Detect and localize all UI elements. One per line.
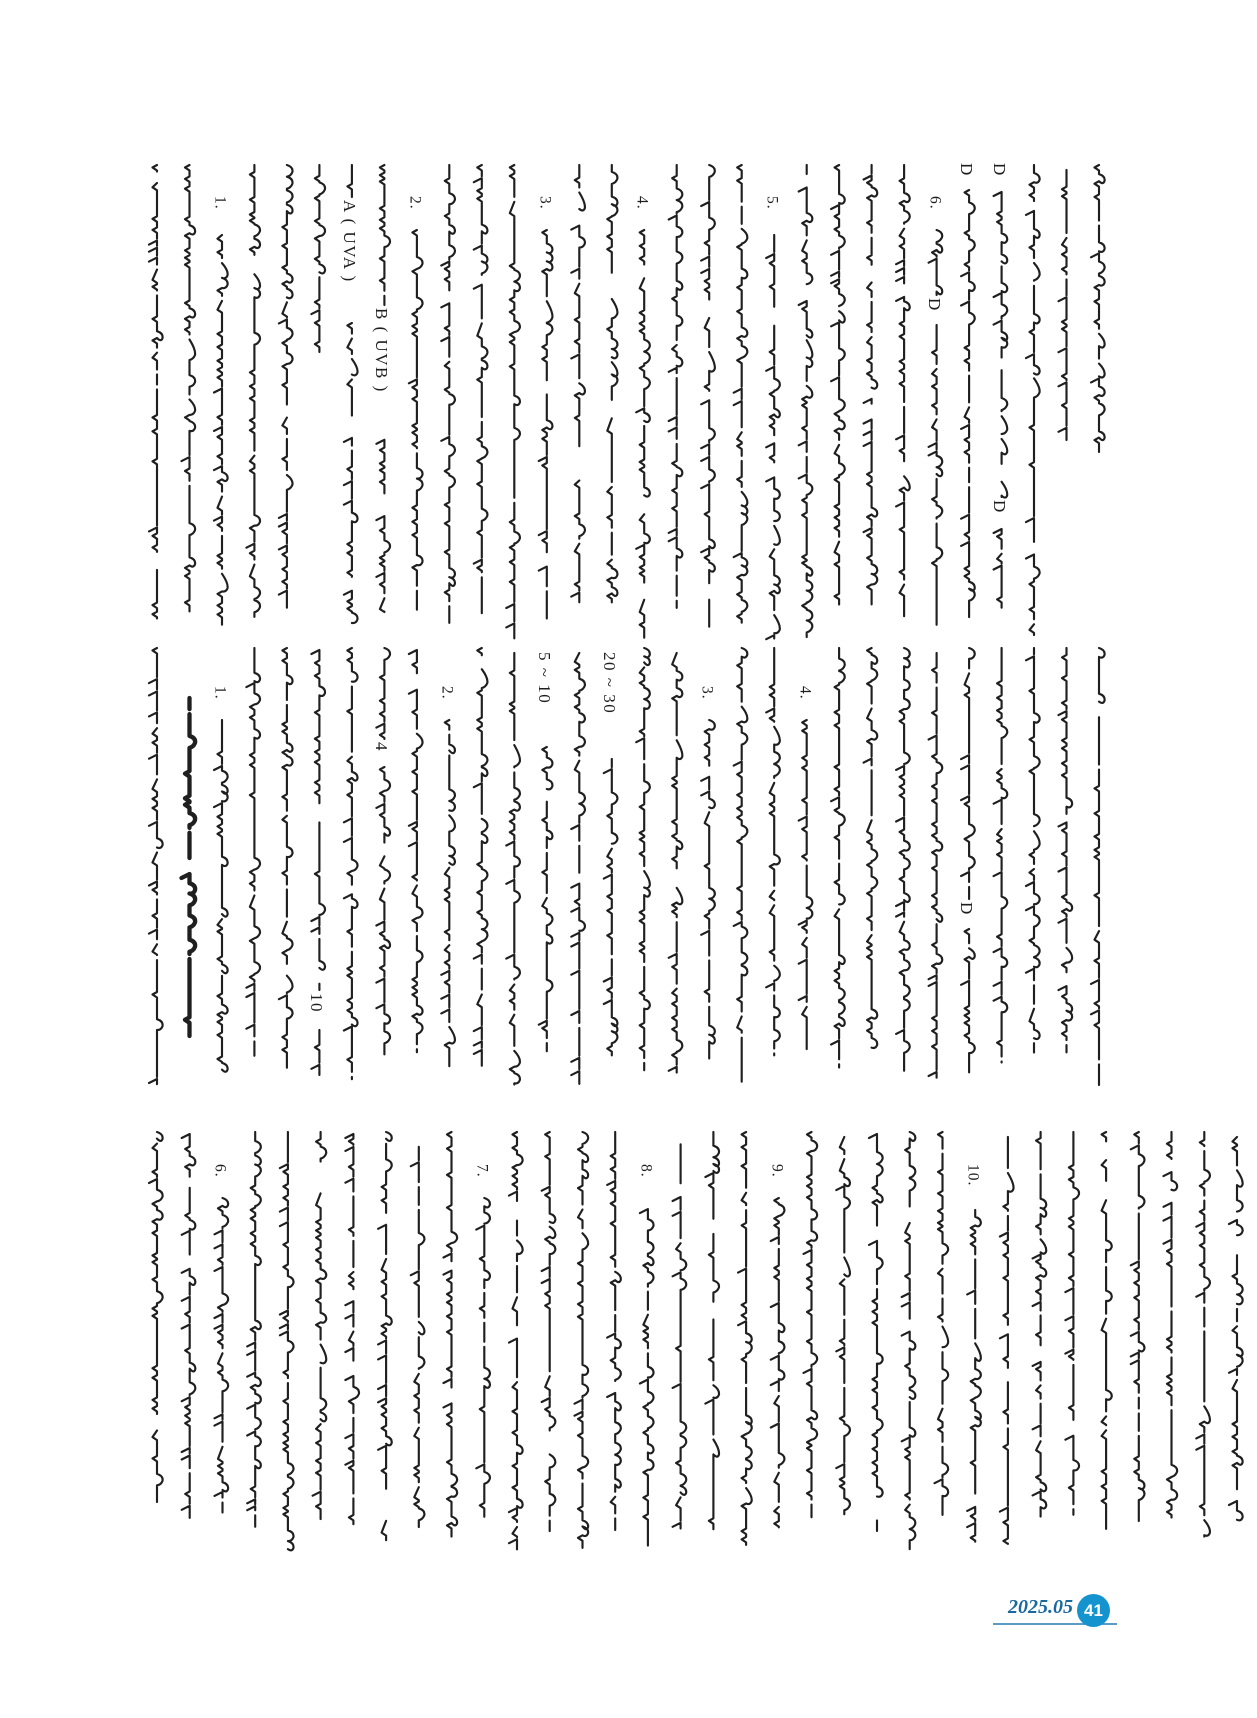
latin-fragment: 5 ~ 10 xyxy=(535,652,554,705)
list-item-number: 1. xyxy=(211,686,229,700)
list-item-number: 6. xyxy=(926,196,944,210)
list-item-number: 3. xyxy=(698,686,716,700)
issue-date: 2025.05 xyxy=(1008,1596,1073,1618)
latin-fragment: B ( UVB ) xyxy=(372,308,391,393)
latin-fragment: 10 xyxy=(307,993,326,1013)
list-item-number: 2. xyxy=(438,686,456,700)
page-number: 41 xyxy=(1084,1600,1103,1620)
latin-fragment: D xyxy=(957,902,976,916)
latin-fragment: D xyxy=(990,163,1009,177)
list-item-number: 4. xyxy=(796,686,814,700)
page-number-badge xyxy=(1077,1594,1110,1627)
latin-fragment: D xyxy=(925,298,944,312)
list-item-number: 10. xyxy=(964,1164,982,1187)
list-item-number: 4. xyxy=(633,196,651,210)
list-item-number: 5. xyxy=(763,196,781,210)
list-item-number: 1. xyxy=(211,196,229,210)
list-item-number: 6. xyxy=(211,1164,229,1178)
latin-fragment: 4 xyxy=(372,742,391,752)
list-item-number: 2. xyxy=(406,196,424,210)
list-item-number: 3. xyxy=(536,196,554,210)
latin-fragment: D xyxy=(957,163,976,177)
list-item-number: 8. xyxy=(637,1164,655,1178)
latin-fragment: 20 ~ 30 xyxy=(600,652,619,715)
latin-fragment: D xyxy=(990,500,1009,514)
list-item-number: 9. xyxy=(768,1164,786,1178)
list-item-number: 7. xyxy=(473,1164,491,1178)
latin-fragment: A ( UVA ) xyxy=(340,200,359,283)
